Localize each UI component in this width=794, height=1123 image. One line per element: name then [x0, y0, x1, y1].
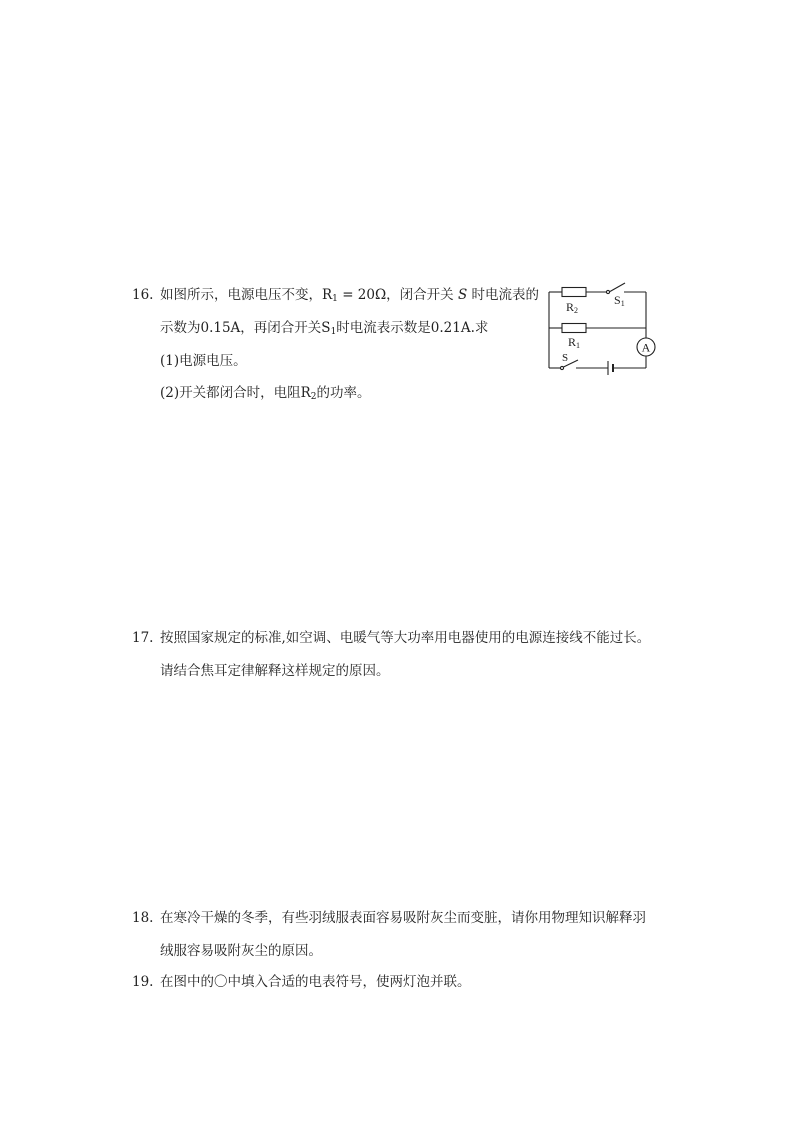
question-text-line: 示数为0.15A，再闭合开关$S_1$时电流表示数是0.21A.求	[160, 320, 489, 337]
question-text-line: 如图所示，电源电压不变，$R_1 = 20\Omega$，闭合开关 S 时电流表的	[160, 287, 540, 304]
circuit-diagram	[544, 280, 664, 376]
switch-s1-contact	[606, 290, 609, 293]
question-text-line: 按照国家规定的标准,如空调、电暖气等大功率用电器使用的电源连接线不能过长。	[160, 630, 651, 646]
question-number: 18.	[132, 910, 154, 926]
question-number: 17.	[132, 630, 154, 646]
label-r2: R2	[566, 300, 579, 315]
question-text-line: 请结合焦耳定律解释这样规定的原因。	[160, 663, 390, 679]
question-text-line: 在图中的〇中填入合适的电表符号，使两灯泡并联。	[160, 974, 471, 990]
label-s: S	[562, 352, 569, 364]
label-s1: S1	[614, 293, 625, 308]
ammeter-label: A	[641, 340, 651, 355]
question-text-line: 绒服容易吸附灰尘的原因。	[160, 943, 322, 959]
sub-question-2: (2)开关都闭合时，电阻$R_2$的功率。	[160, 385, 371, 402]
resistor-r1	[562, 324, 586, 333]
question-text-line: 在寒冷干燥的冬季，有些羽绒服表面容易吸附灰尘而变脏，请你用物理知识解释羽	[160, 910, 646, 926]
question-number: 19.	[132, 974, 154, 990]
switch-s-contact	[560, 366, 563, 369]
switch-s1-blade	[610, 283, 625, 292]
question-number: 16.	[132, 287, 154, 303]
resistor-r2	[562, 288, 586, 297]
sub-question-1: (1)电源电压。	[160, 353, 247, 369]
label-r1: R1	[568, 335, 581, 350]
